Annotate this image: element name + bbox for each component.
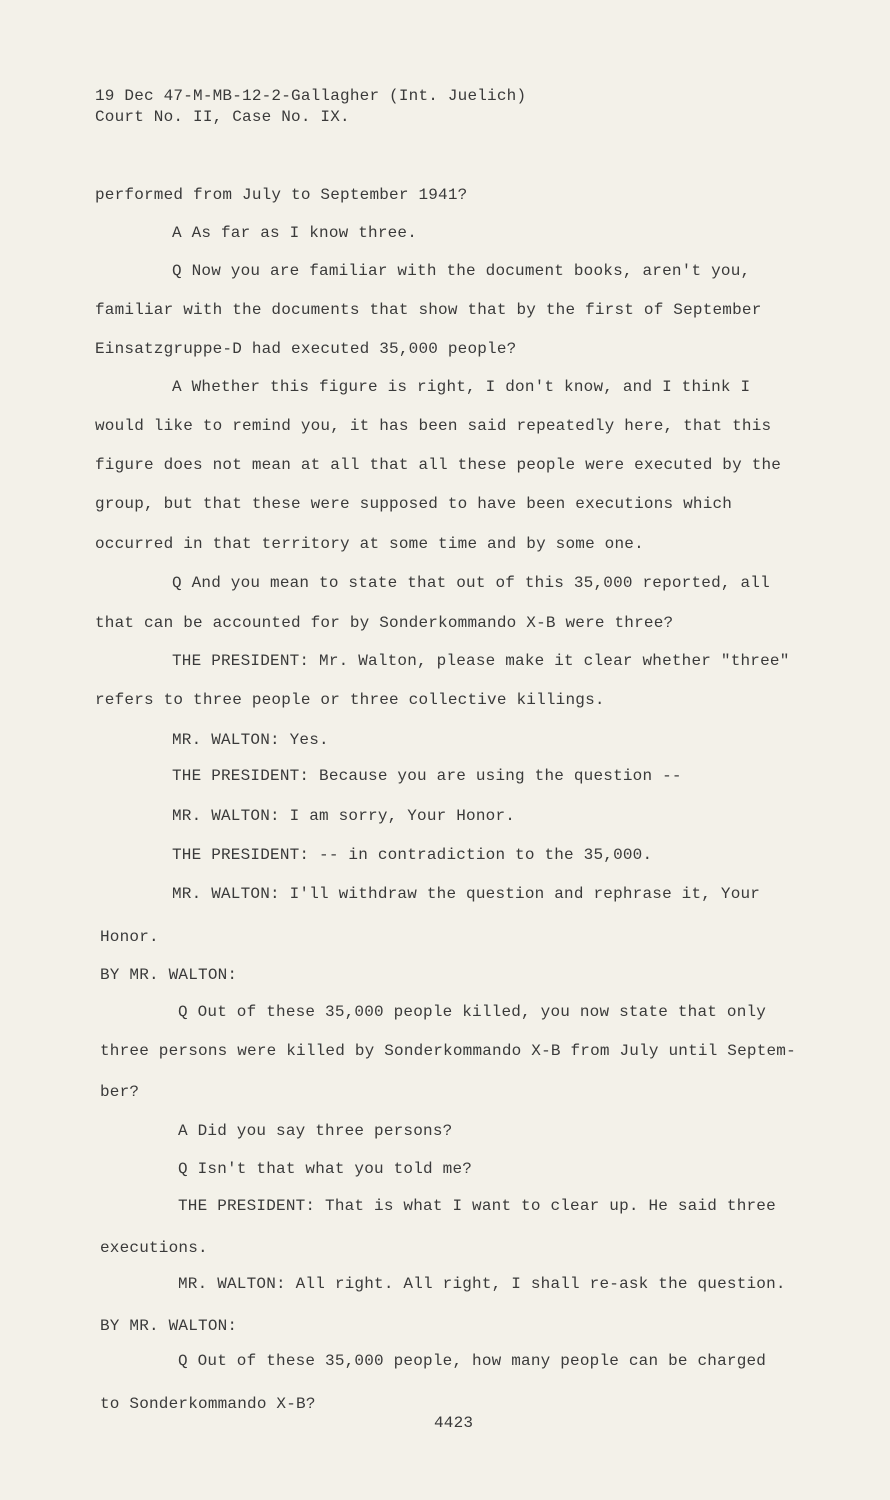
text-line: Q Now you are familiar with the document books, aren't you,	[172, 262, 751, 280]
text-line: that can be accounted for by Sonderkommando X-B were three?	[95, 614, 674, 632]
text-line: A Whether this figure is right, I don't know, and I think I	[172, 378, 751, 396]
document-header	[95, 86, 526, 128]
page-number: 4423	[434, 1414, 474, 1432]
text-line: MR. WALTON: Yes.	[172, 731, 329, 749]
text-line: to Sonderkommando X-B?	[100, 1395, 316, 1413]
text-line: A As far as I know three.	[172, 224, 418, 242]
text-line: THE PRESIDENT: -- in contradiction to the 35,000.	[172, 846, 653, 864]
text-line: BY MR. WALTON:	[100, 1317, 238, 1335]
text-line: Honor.	[100, 928, 159, 946]
text-line: group, but that these were supposed to have been executions which	[95, 495, 733, 513]
text-line: Einsatzgruppe-D had executed 35,000 people?	[95, 340, 517, 358]
header-line-1: 19 Dec 47-M-MB-12-2-Gallagher (Int. Juelich)	[95, 87, 527, 105]
text-line: MR. WALTON: All right. All right, I shall re-ask the question.	[178, 1275, 786, 1293]
text-line: Q Isn't that what you told me?	[178, 1160, 473, 1178]
text-line: occurred in that territory at some time and by some one.	[95, 535, 644, 553]
text-line: refers to three people or three collective killings.	[95, 691, 605, 709]
text-line: THE PRESIDENT: That is what I want to clear up. He said three	[178, 1197, 776, 1215]
text-line: Q And you mean to state that out of this 35,000 reported, all	[172, 574, 770, 592]
header-line-2: Court No. II, Case No. IX.	[95, 108, 350, 126]
text-line: A Did you say three persons?	[178, 1122, 453, 1140]
text-line: figure does not mean at all that all these people were executed by the	[95, 456, 782, 474]
text-line: THE PRESIDENT: Because you are using the question --	[172, 767, 682, 785]
text-line: MR. WALTON: I'll withdraw the question and rephrase it, Your	[172, 885, 761, 903]
text-line: ber?	[100, 1083, 140, 1101]
text-line: executions.	[100, 1239, 208, 1257]
text-line: would like to remind you, it has been said repeatedly here, that this	[95, 417, 772, 435]
text-line: MR. WALTON: I am sorry, Your Honor.	[172, 807, 516, 825]
text-line: performed from July to September 1941?	[95, 186, 468, 204]
text-line: Q Out of these 35,000 people, how many people can be charged	[178, 1352, 767, 1370]
text-line: BY MR. WALTON:	[100, 966, 238, 984]
text-line: three persons were killed by Sonderkommando X-B from July until Septem-	[100, 1042, 796, 1060]
text-line: familiar with the documents that show that by the first of September	[95, 301, 762, 319]
text-line: Q Out of these 35,000 people killed, you now state that only	[178, 1003, 767, 1021]
text-line: THE PRESIDENT: Mr. Walton, please make it clear whether "three"	[172, 652, 790, 670]
